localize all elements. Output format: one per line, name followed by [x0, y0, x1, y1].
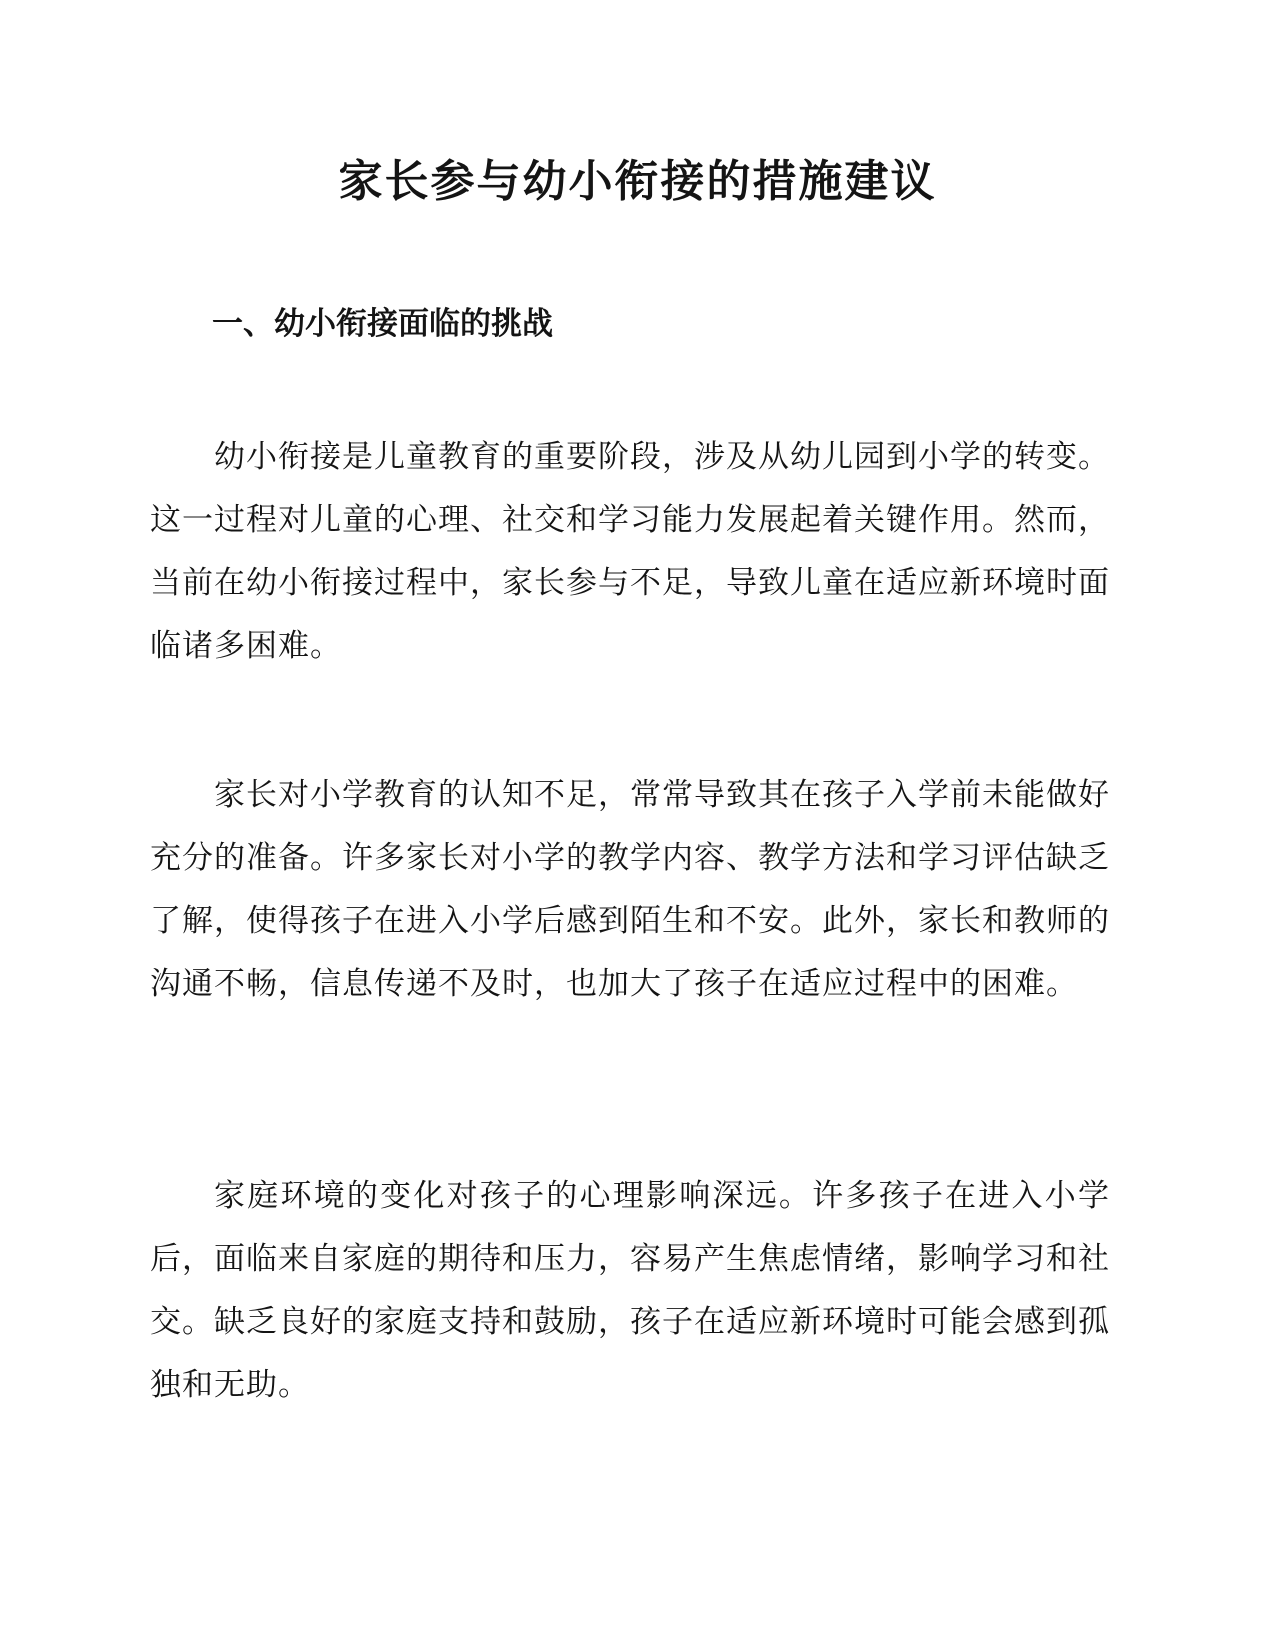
body-paragraph-3: 家庭环境的变化对孩子的心理影响深远。许多孩子在进入小学后，面临来自家庭的期待和压力，容易产生焦虑情绪，影响学习和社交。缺乏良好的家庭支持和鼓励，孩子在适应新环境时可能会感到孤独和无助。	[150, 1178, 1110, 1403]
body-paragraph-1: 幼小衔接是儿童教育的重要阶段，涉及从幼儿园到小学的转变。这一过程对儿童的心理、社交和学习能力发展起着关键作用。然而，当前在幼小衔接过程中，家长参与不足，导致儿童在适应新环境时面临诸多困难。	[150, 439, 1110, 664]
document-title: 家长参与幼小衔接的措施建议	[338, 156, 937, 207]
section-heading: 一、幼小衔接面临的挑战	[212, 306, 553, 342]
body-paragraph-2: 家长对小学教育的认知不足，常常导致其在孩子入学前未能做好充分的准备。许多家长对小学的教学内容、教学方法和学习评估缺乏了解，使得孩子在进入小学后感到陌生和不安。此外，家长和教师的沟通不畅，信息传递不及时，也加大了孩子在适应过程中的困难。	[150, 777, 1110, 1002]
